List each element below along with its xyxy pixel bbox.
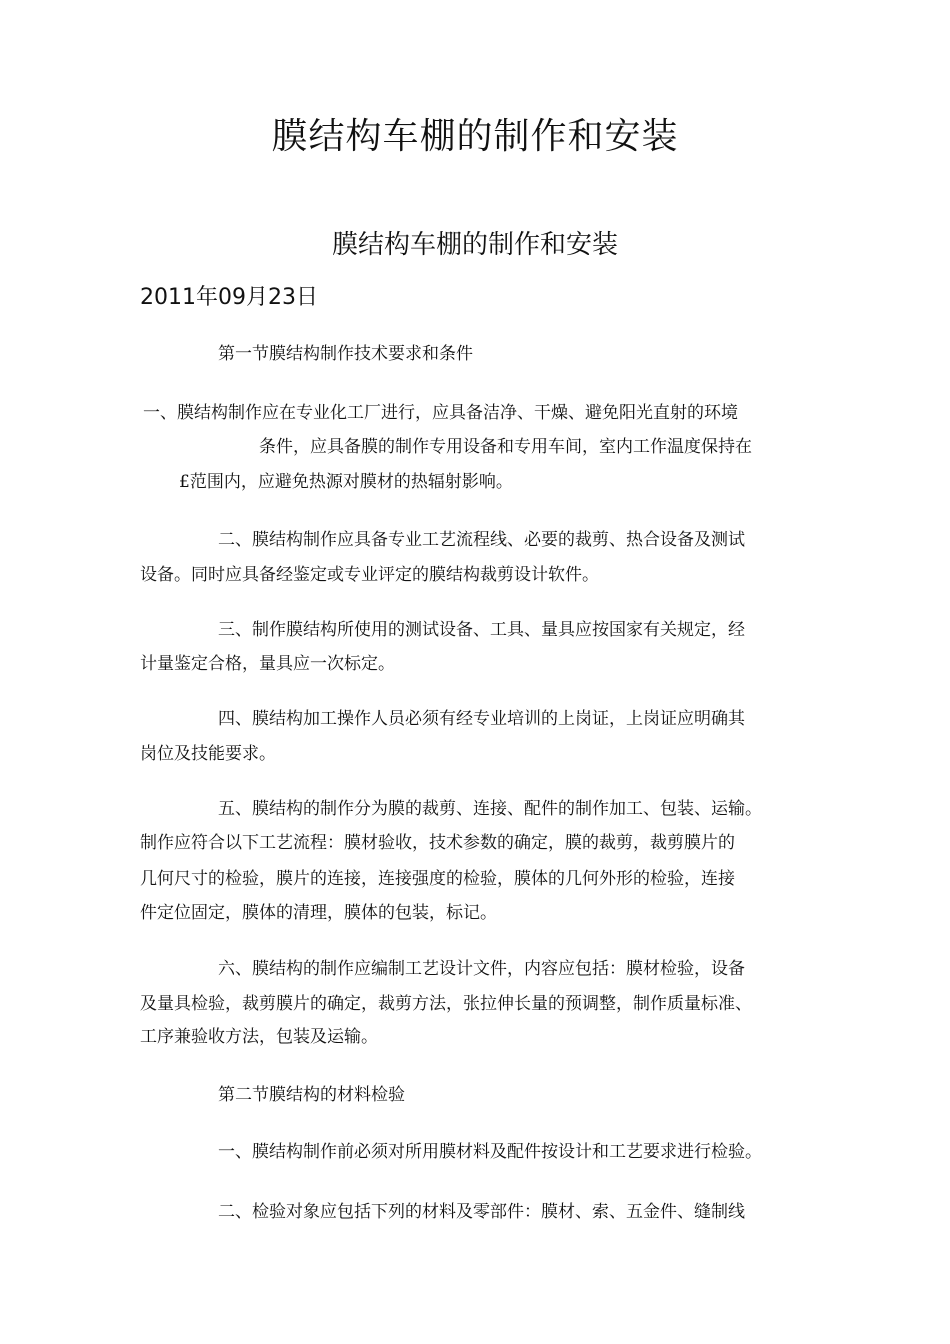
paragraph-line: £范围内，应避免热源对膜材的热辐射影响。 [179, 472, 513, 492]
paragraph-line: 五、膜结构的制作分为膜的裁剪、连接、配件的制作加工、包装、运输。 [218, 799, 762, 819]
document-subtitle: 膜结构车棚的制作和安装 [331, 230, 618, 260]
paragraph-line: 条件，应具备膜的制作专用设备和专用车间，室内工作温度保持在 [259, 437, 752, 457]
paragraph-line: 设备。同时应具备经鉴定或专业评定的膜结构裁剪设计软件。 [140, 565, 599, 585]
paragraph-line: 岗位及技能要求。 [140, 744, 276, 764]
paragraph-line: 二、检验对象应包括下列的材料及零部件：膜材、索、五金件、缝制线 [218, 1202, 745, 1222]
paragraph-line: 件定位固定，膜体的清理，膜体的包装，标记。 [140, 903, 497, 923]
paragraph-line: 及量具检验，裁剪膜片的确定，裁剪方法，张拉伸长量的预调整，制作质量标准、 [140, 994, 752, 1014]
paragraph-line: 二、膜结构制作应具备专业工艺流程线、必要的裁剪、热合设备及测试 [218, 530, 745, 550]
paragraph-line: 六、膜结构的制作应编制工艺设计文件，内容应包括：膜材检验，设备 [218, 959, 745, 979]
paragraph-line: 一、膜结构制作应在专业化工厂进行，应具备洁净、干燥、避免阳光直射的环境 [143, 403, 738, 423]
paragraph-line: 三、制作膜结构所使用的测试设备、工具、量具应按国家有关规定，经 [218, 620, 745, 640]
paragraph-line: 几何尺寸的检验，膜片的连接，连接强度的检验，膜体的几何外形的检验，连接 [140, 869, 735, 889]
paragraph-line: 制作应符合以下工艺流程：膜材验收，技术参数的确定，膜的裁剪，裁剪膜片的 [140, 833, 735, 853]
paragraph-line: 计量鉴定合格，量具应一次标定。 [140, 654, 395, 674]
section-2-heading: 第二节膜结构的材料检验 [218, 1085, 405, 1105]
paragraph-line: 工序兼验收方法，包装及运输。 [140, 1027, 378, 1047]
paragraph-line: 四、膜结构加工操作人员必须有经专业培训的上岗证，上岗证应明确其 [218, 709, 745, 729]
paragraph-line: 一、膜结构制作前必须对所用膜材料及配件按设计和工艺要求进行检验。 [218, 1142, 762, 1162]
document-title: 膜结构车棚的制作和安装 [271, 116, 679, 157]
section-1-heading: 第一节膜结构制作技术要求和条件 [218, 344, 473, 364]
document-date: 2011年09月23日 [140, 285, 318, 310]
